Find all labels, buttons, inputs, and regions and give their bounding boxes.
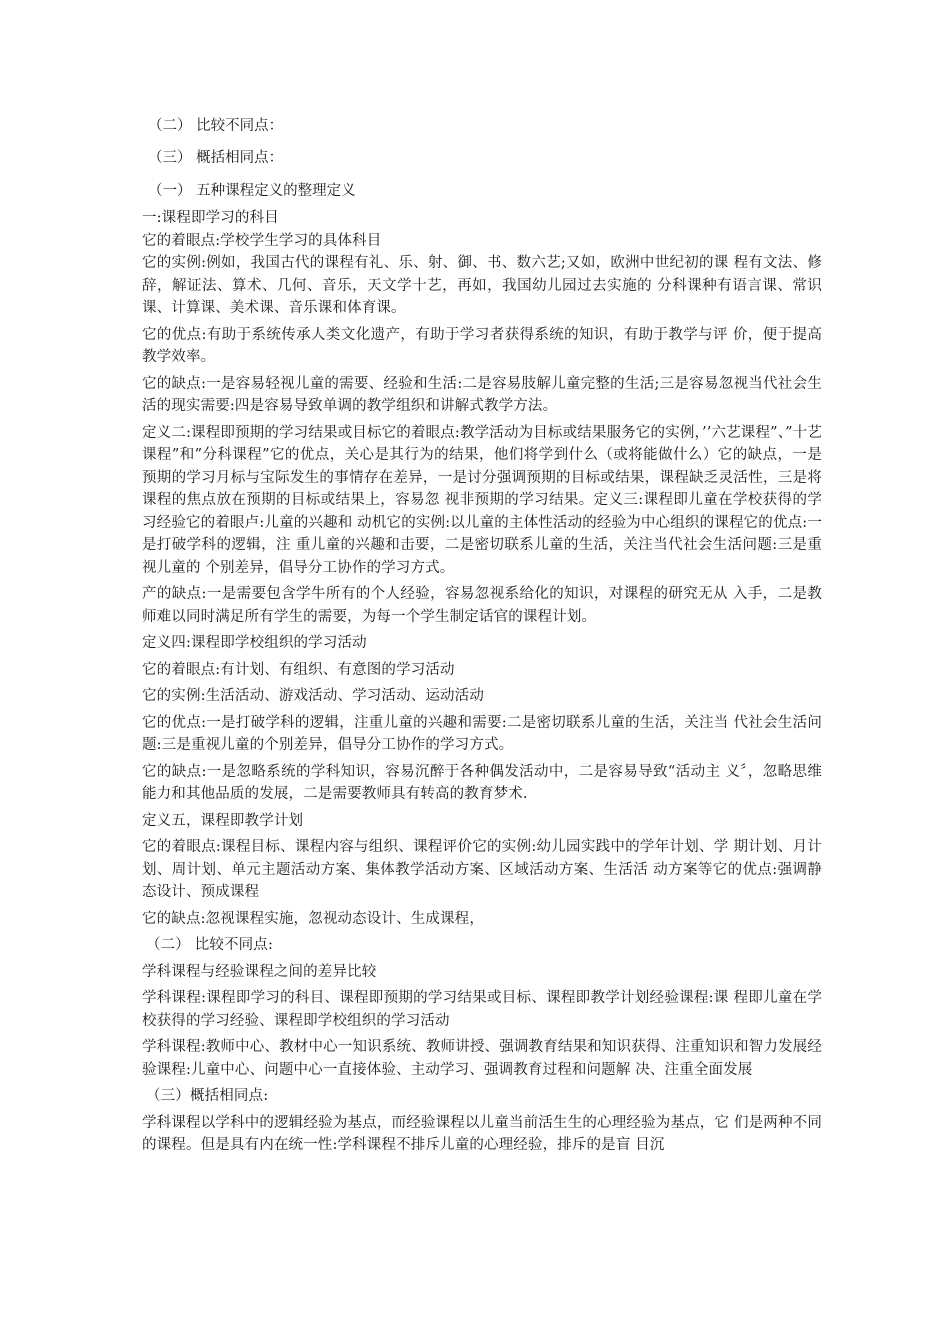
section-heading-compare: （二） 比较不同点： bbox=[148, 118, 284, 134]
paragraph: 它的实例:生活活动、游戏活动、学习活动、运动活动 bbox=[142, 688, 484, 704]
paragraph: 定义二:课程即预期的学习结果或目标它的着眼点:教学活动为目标或结果服务它的实例，’’六艺课程”、”十艺课程”和”分科课程”它的优点，关心是其行为的结果，他们将学到什么（或将能做什么）它的缺点，一是预期的学习月标与宝际发生的事情存在差异，一是讨分强调预期的目标或结果，课程缺乏灵活性，三是将课程的焦点放在预期的目标或结果上，容易忽 视非预期的学习结果。定义三:课程即儿童在学校获得的学习经验它的着眼卢:儿童的兴趣和 动机它的实例:以儿童的主体性活动的经验为中心组织的课程它的优点:一是打破学科的逻辑，注 重儿童的兴趣和击要，二是密切联系儿童的生活，关注当代社会生活问题:三是重视儿童的 个别差异，倡导分工协作的学习方式。 bbox=[142, 424, 822, 576]
paragraph: 定义五，课程即教学计划 bbox=[142, 812, 304, 829]
paragraph: 它的优点:一是打破学科的逻辑，注重儿童的兴趣和需要:二是密切联系儿童的生活，关注当 代社会生活问题:三是重视儿童的个别差异，倡导分工协作的学习方式。 bbox=[142, 714, 822, 753]
paragraph: 学科课程与经验课程之间的差异比较 bbox=[142, 963, 377, 980]
paragraph: （三）概括相同点: bbox=[146, 1088, 269, 1104]
paragraph: 它的实例:例如，我国古代的课程有礼、乐、射、御、书、数六艺;又如，欧洲中世纪初的课 程有文法、修辞，解证法、算术、几何、音乐，天文学十艺，再如，我国幼儿园过去实施的 分科课种有语言课、常识课、计算课、美术课、音乐课和体育课。 bbox=[142, 255, 822, 316]
paragraph: 它的着眼点:学校学生学习的具体科目 bbox=[142, 232, 382, 249]
paragraph: 学科课程:课程即学习的科目、课程即预期的学习结果或目标、课程即教学计划经验课程:课 程即儿童在学校获得的学习经验、课程即学校组织的学习活动 bbox=[142, 990, 822, 1029]
paragraph: 定义四:课程即学校组织的学习活动 bbox=[142, 635, 367, 651]
section-heading-common: （三） 概括相同点： bbox=[148, 150, 284, 166]
document-body bbox=[142, 207, 822, 1161]
paragraph: 学科课程:教师中心、教材中心一知识系统、教师讲授、强调教育结果和知识获得、注重知识和智力发展经验课程:儿童中心、问题中心一直接体验、主动学习、强调教育过程和问题解 决、注重全面发展 bbox=[142, 1039, 822, 1078]
paragraph: 它的优点:有助于系统传承人类文化遗产，有助于学习者获得系统的知识，有助于教学与评 价，便于提高教学效率。 bbox=[142, 326, 822, 365]
paragraph: 学科课程以学科中的逻辑经验为基点，而经验课程以儿童当前活生生的心理经验为基点，它 们是两种不同的课程。但是具有内在统一性:学科课程不排斥儿童的心理经验，排斥的是盲 目沉 bbox=[142, 1114, 822, 1153]
paragraph: 它的缺点:忽视课程实施，忽视动态设计、生成课程， bbox=[142, 910, 484, 927]
paragraph: 产的缺点:一是需要包含学牛所有的个人经验，容易忽视系给化的知识，对课程的研究无从 入手，二是教师难以同时满足所有学生的需要，为每一个学生制定话官的课程计划。 bbox=[142, 586, 822, 625]
paragraph: （二） 比较不同点: bbox=[146, 937, 273, 953]
paragraph: 它的着眼点:有计划、有组织、有意图的学习活动 bbox=[142, 661, 455, 678]
paragraph: 一:课程即学习的科目 bbox=[142, 210, 279, 226]
paragraph: 它的缺点:一是容易轻视儿童的需要、经验和生活:二是容易肢解儿童完整的生活;三是容易忽视当代社会生活的现实需要:四是容易导致单调的教学组织和讲解式教学方法。 bbox=[142, 375, 822, 414]
paragraph: 它的着眼点:课程目标、课程内容与组织、课程评价它的实例:幼儿园实践中的学年计划、学 期计划、月计划、周计划、单元主题活动方案、集体教学活动方案、区域活动方案、生活活 动方案等它的优点:强调静态设计、预成课程 bbox=[142, 839, 822, 900]
section-heading-definitions: （一） 五种课程定义的整理定义 bbox=[148, 183, 356, 199]
paragraph: 它的缺点:一是忽略系统的学科知识，容易沉醉于各种偶发活动中，二是容易导致“活动主 义〞，忽略思维能力和其他品质的发展，二是需要教师具有转高的教育梦术. bbox=[142, 763, 822, 802]
